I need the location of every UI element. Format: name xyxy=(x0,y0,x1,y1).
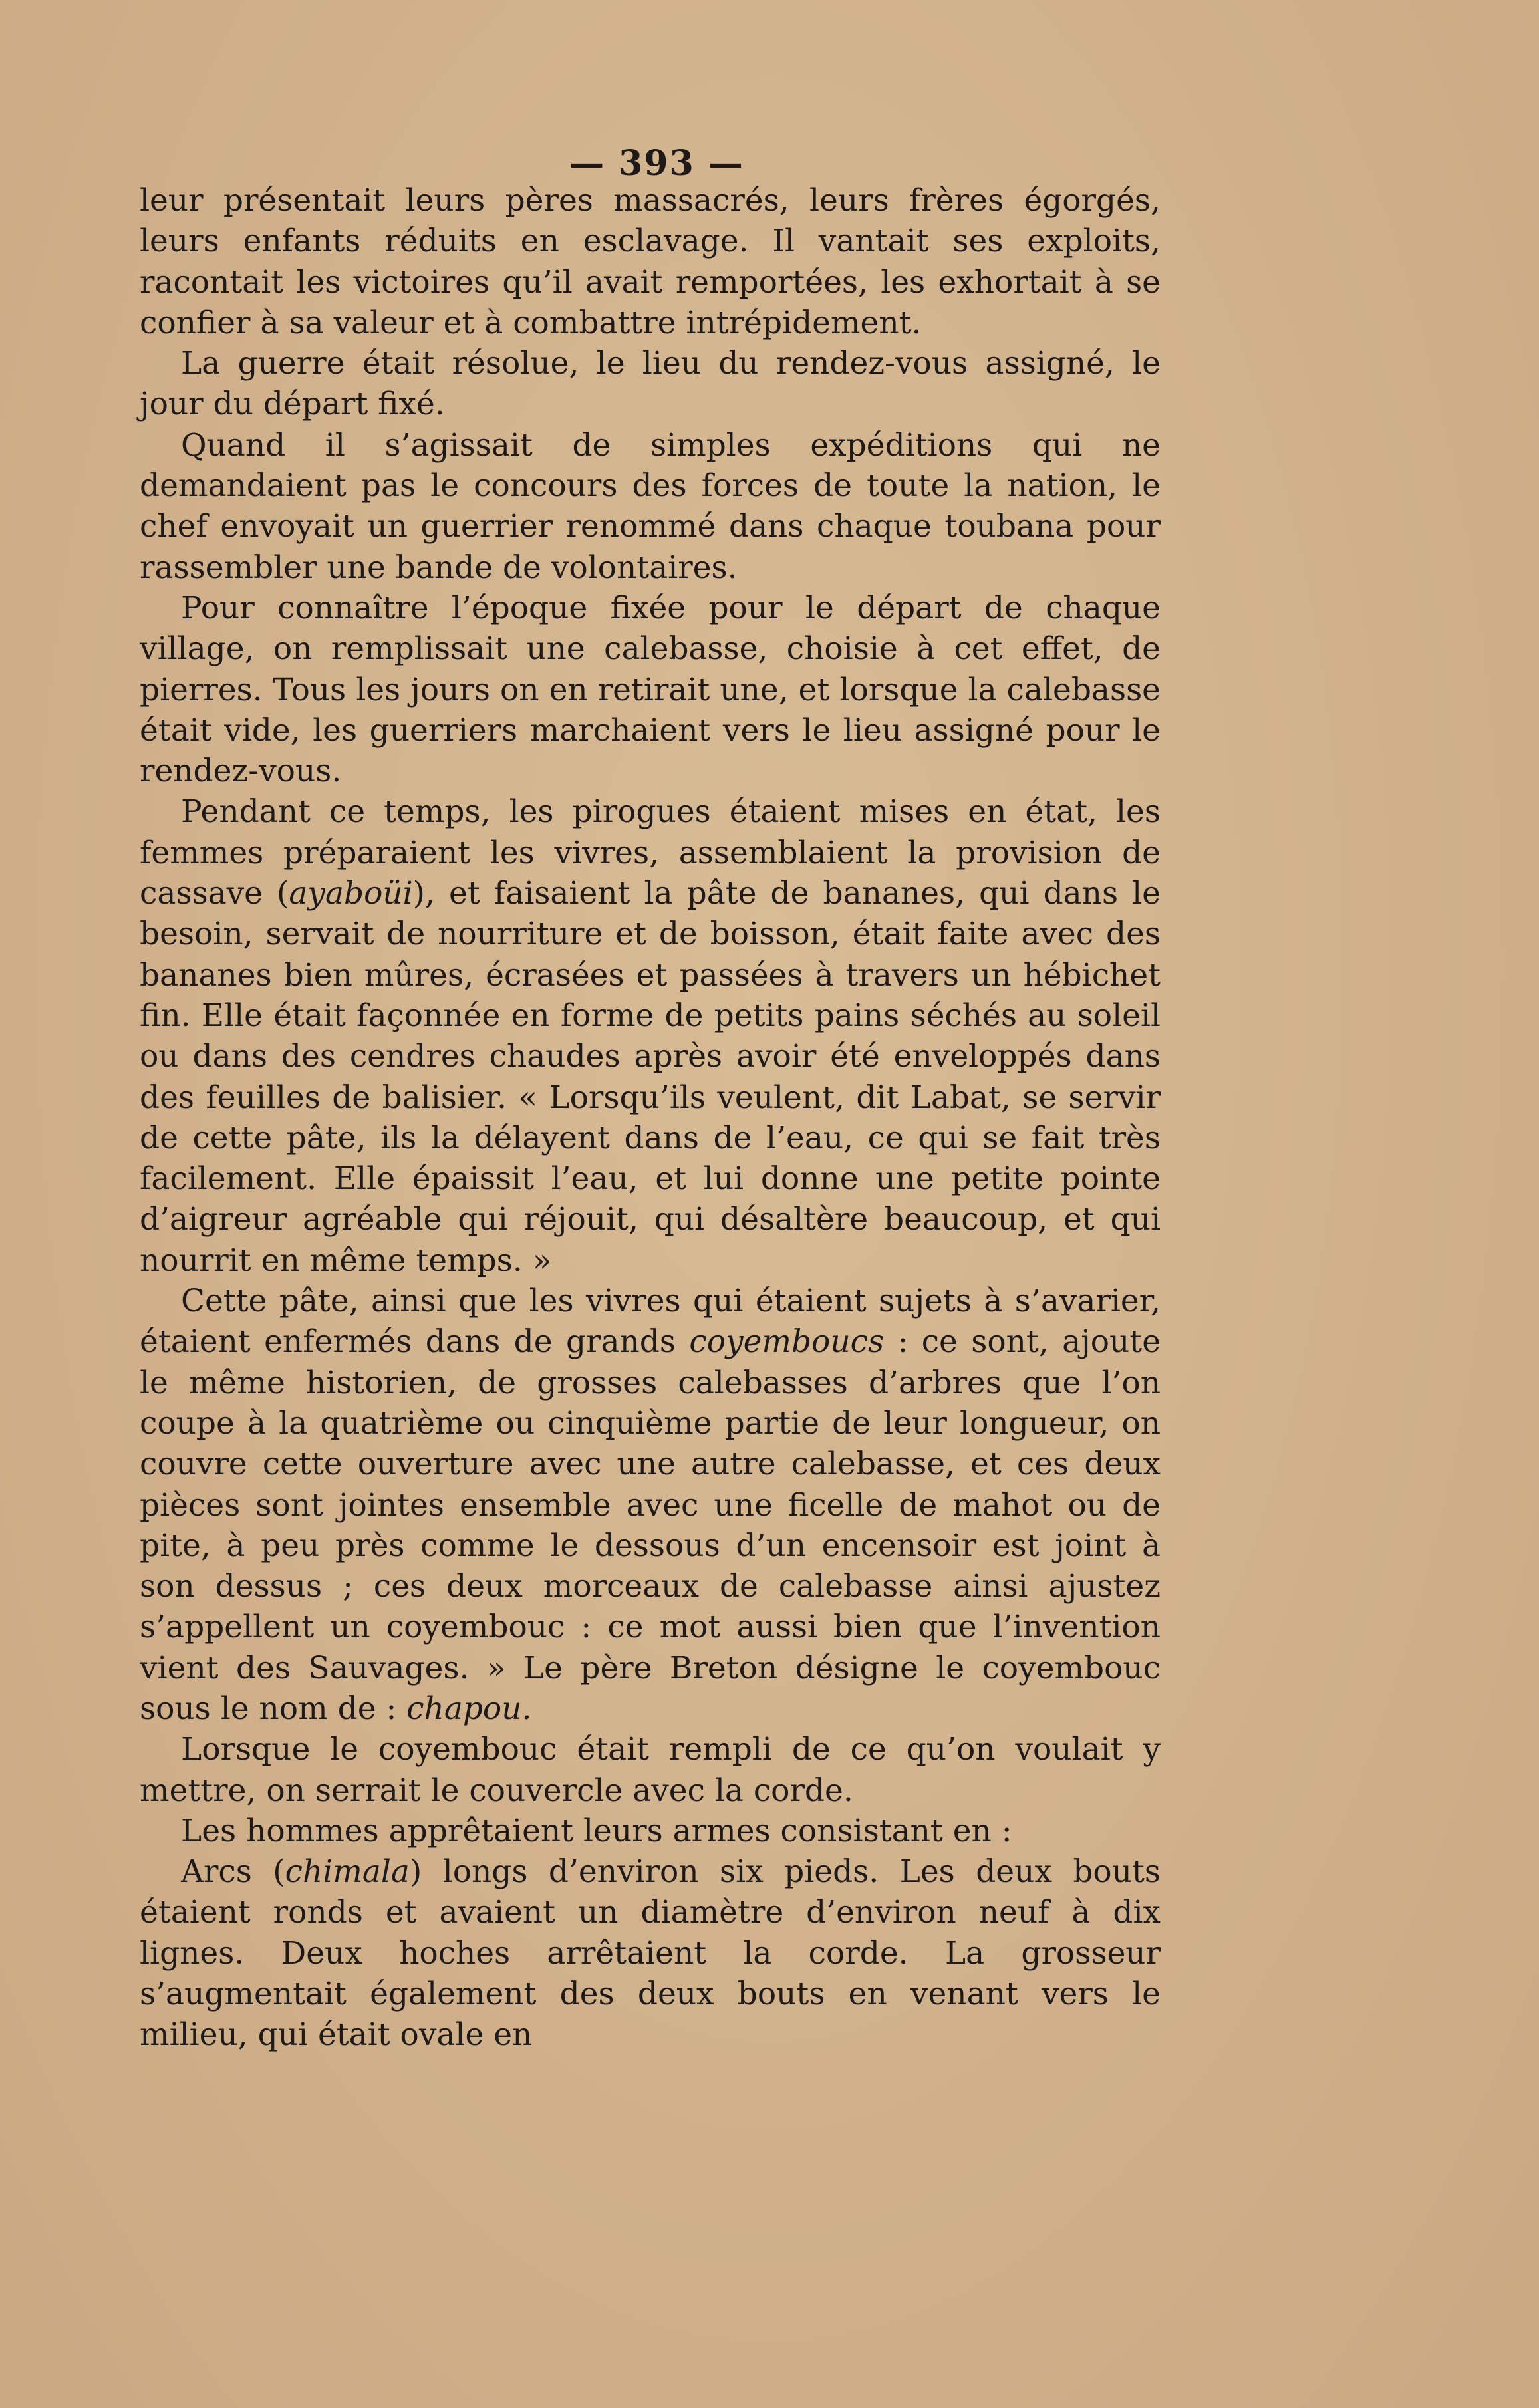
text-run: Quand il s’agissait de simples expéditions qui ne demandaient pas le concours des forces de toute la nation, le chef envoyait un guerrier renommé dans chaque toubana pour rassembler une bande de volontaires. xyxy=(140,426,1161,586)
paragraph xyxy=(140,791,1161,1281)
text-run: : ce sont, ajoute le même historien, de grosses calebasses d’arbres que l’on coupe à la quatrième ou cinquième partie de leur longueur, on couvre cette ouverture avec une autre calebasse, et ces deux pièces sont jointes ensemble avec une ficelle de mahot ou de pite, à peu près comme le dessous d’un encensoir est joint à son dessus ; ces deux morceaux de calebasse ainsi ajustez s’appellent un coyembouc : ce mot aussi bien que l’invention vient des Sauvages. » Le père Breton désigne le coyembouc sous le nom de : xyxy=(140,1323,1161,1727)
book-page xyxy=(140,143,1161,2056)
paragraph xyxy=(140,425,1161,588)
italic-term: chapou. xyxy=(406,1690,532,1727)
paragraph xyxy=(140,343,1161,425)
paragraph xyxy=(140,1281,1161,1729)
paragraph xyxy=(140,1851,1161,2055)
page-number: — 393 — xyxy=(569,143,744,184)
text-run: La guerre était résolue, le lieu du rendez-vous assigné, le jour du départ fixé. xyxy=(140,345,1161,423)
italic-term: coyemboucs xyxy=(689,1323,885,1361)
text-run: Pour connaître l’époque fixée pour le départ de chaque village, on remplissait une calebasse, choisie à cet effet, de pierres. Tous les jours on en retirait une, et lorsque la calebasse était vide, les guerriers marchaient vers le lieu assigné pour le rendez-vous. xyxy=(140,589,1161,790)
text-run: Pendant ce temps, les pirogues étaient mises en état, les femmes préparaient les vivres, assemblaient la provision de cassave ( xyxy=(140,793,1161,912)
paragraph xyxy=(140,588,1161,791)
text-run: Cette pâte, ainsi que les vivres qui étaient sujets à s’avarier, étaient enfermés dans de grands xyxy=(140,1283,1161,1361)
italic-term: chimala xyxy=(285,1853,410,1891)
paragraph xyxy=(140,1811,1161,1851)
body-text xyxy=(140,180,1161,2056)
text-run: leur présentait leurs pères massacrés, leurs frères égorgés, leurs enfants réduits en esclavage. Il vantait ses exploits, racontait les victoires qu’il avait remportées, les exhortait à se confier à sa valeur et à combattre intrépidement. xyxy=(140,182,1161,341)
paragraph xyxy=(140,1729,1161,1811)
paragraph xyxy=(140,180,1161,343)
text-run: Arcs ( xyxy=(181,1853,285,1891)
text-run: Lorsque le coyembouc était rempli de ce qu’on voulait y mettre, on serrait le couvercle avec la corde. xyxy=(140,1731,1161,1809)
text-run: ), et faisaient la pâte de bananes, qui dans le besoin, servait de nourriture et de boisson, était faite avec des bananes bien mûres, écrasées et passées à travers un hébichet fin. Elle était façonnée en forme de petits pains séchés au soleil ou dans des cendres chaudes après avoir été enveloppés dans des feuilles de balisier. « Lorsqu’ils veulent, dit Labat, se servir de cette pâte, ils la délayent dans de l’eau, ce qui se fait très facilement. Elle épaissit l’eau, et lui donne une petite pointe d’aigreur agréable qui réjouit, qui désaltère beaucoup, et qui nourrit en même temps. » xyxy=(140,875,1161,1279)
italic-term: ayaboüi xyxy=(289,875,413,912)
text-run: Les hommes apprêtaient leurs armes consistant en : xyxy=(181,1812,1012,1849)
text-run: ) longs d’environ six pieds. Les deux bouts étaient ronds et avaient un diamètre d’environ neuf à dix lignes. Deux hoches arrêtaient la corde. La grosseur s’augmentait également des deux bouts en venant vers le milieu, qui était ovale en xyxy=(140,1853,1161,2054)
